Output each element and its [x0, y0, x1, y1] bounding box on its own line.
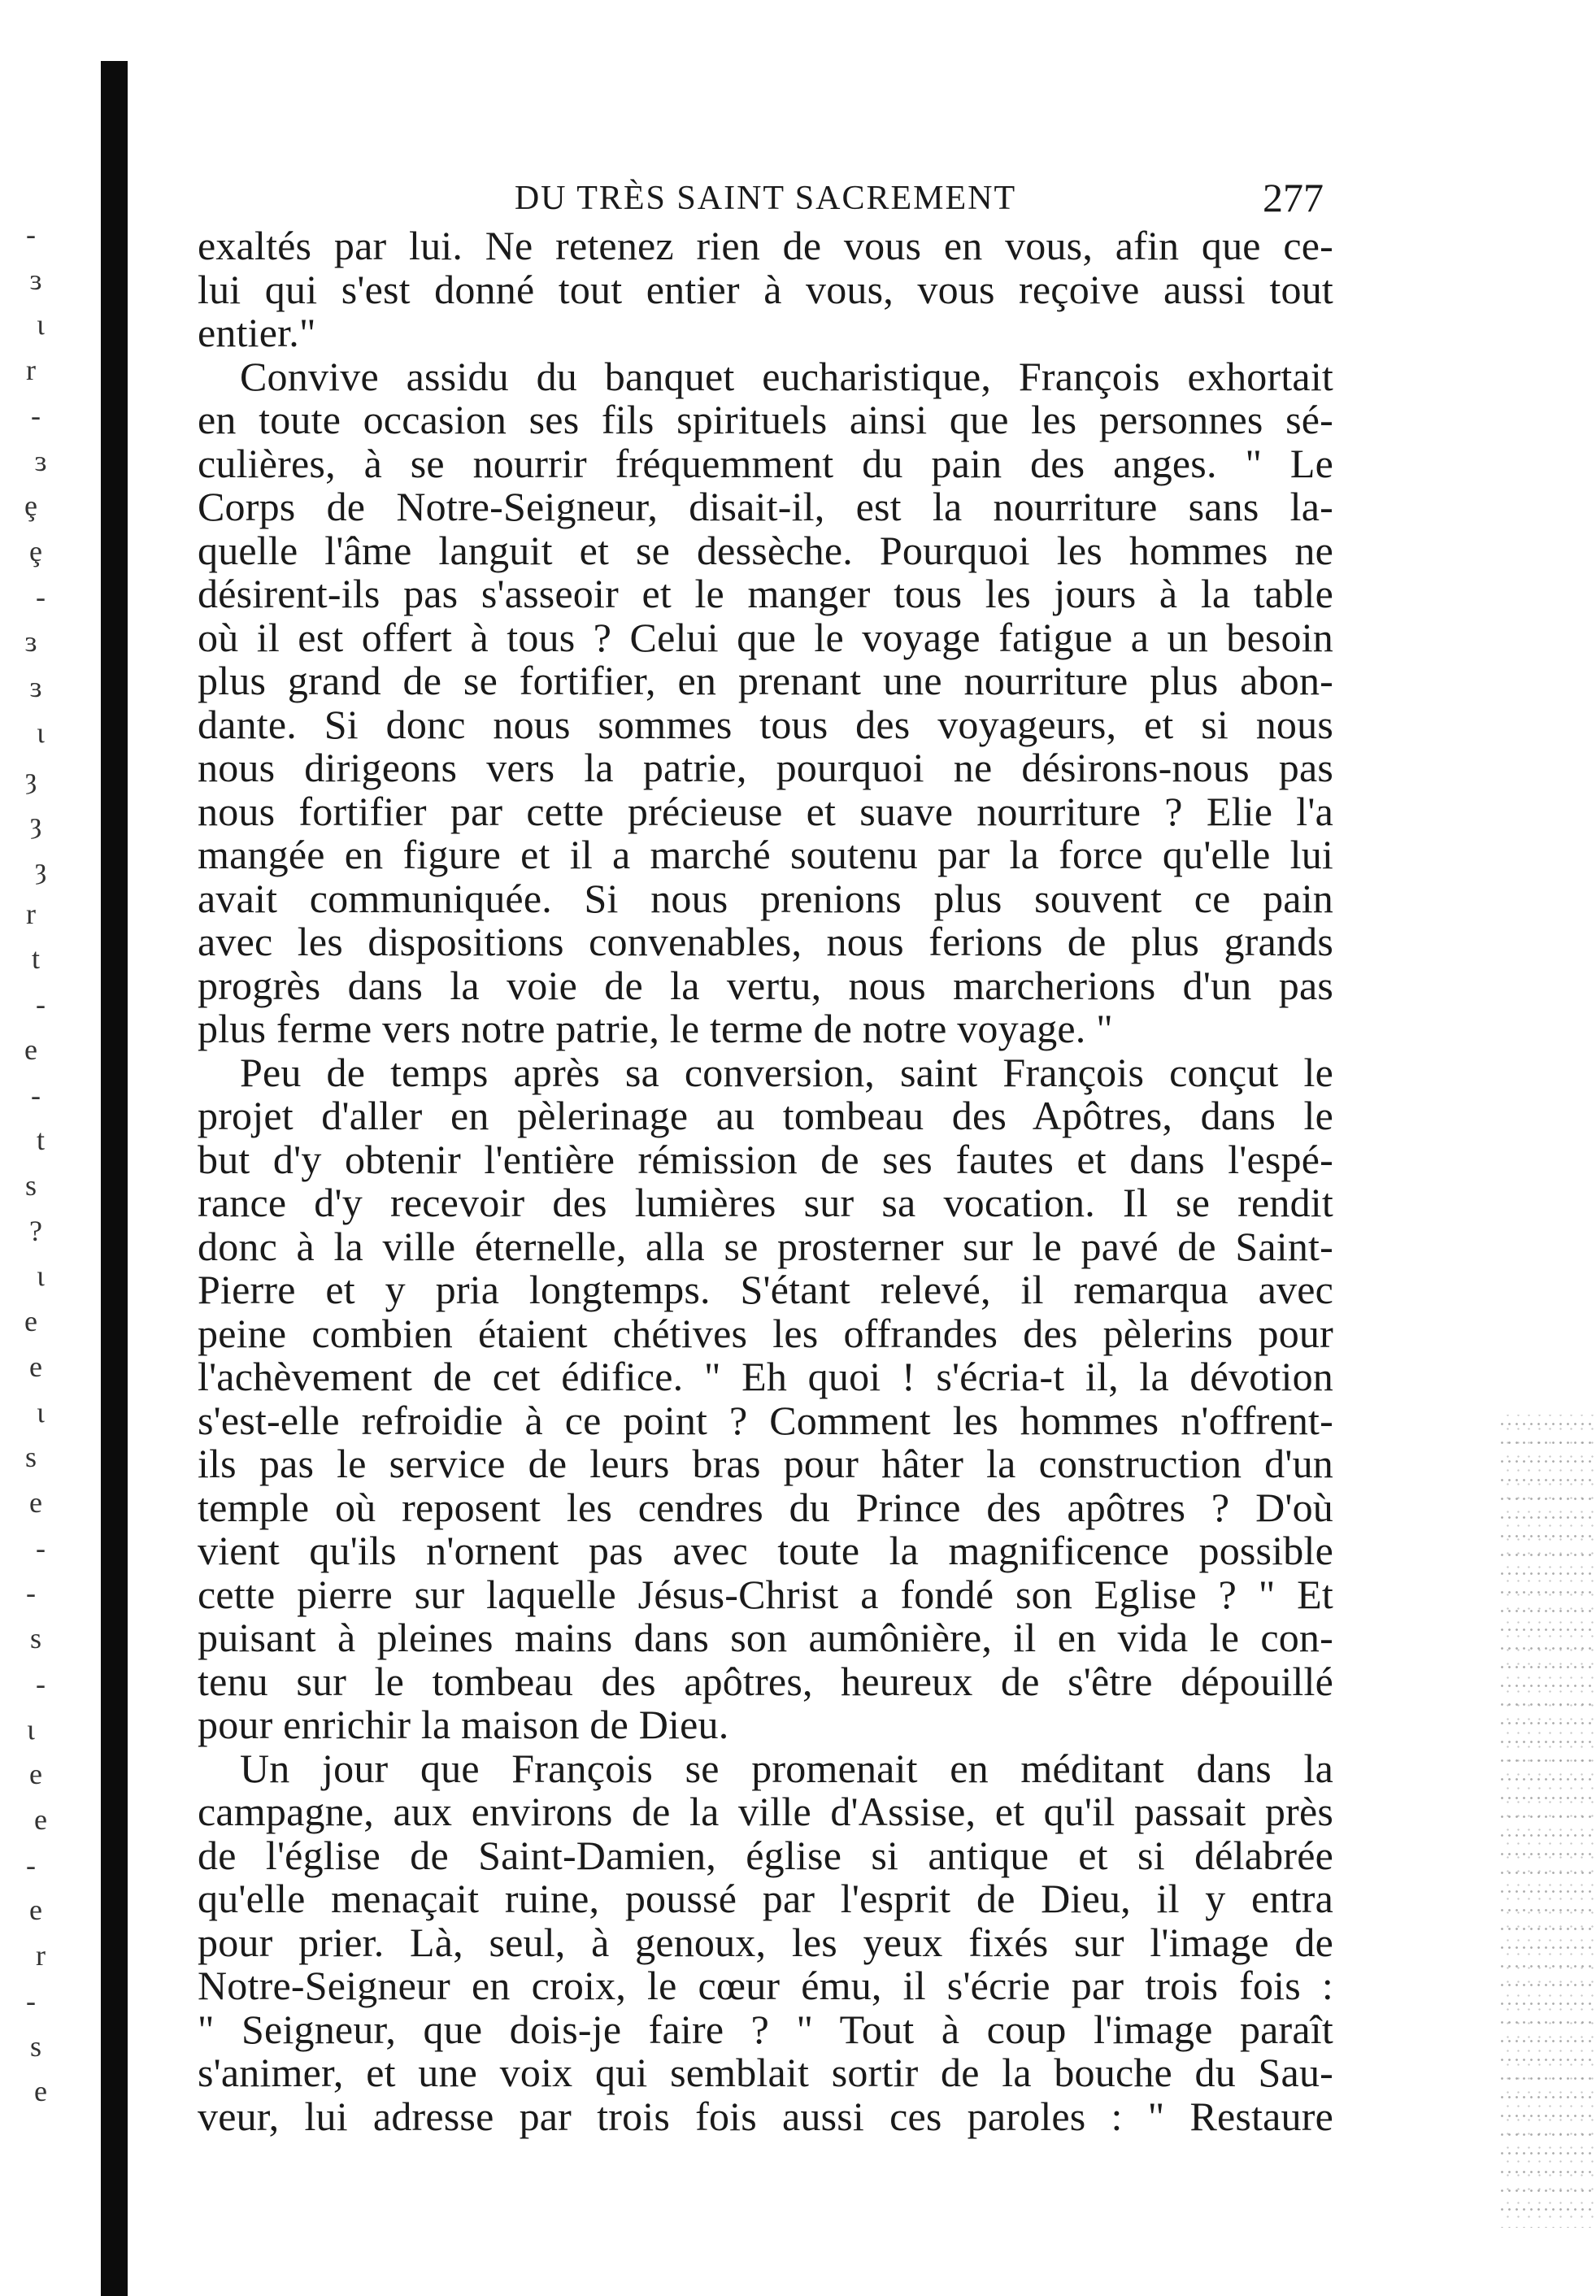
bleed-glyph: ȩ	[24, 489, 37, 523]
text-line: lui qui s'est donné tout entier à vous, vous reçoive aussi tout	[198, 266, 1333, 312]
bleed-glyph: -	[31, 1078, 41, 1111]
bleed-glyph: ɜ	[34, 444, 47, 477]
text-line: nous dirigeons vers la patrie, pourquoi ne désirons-nous pas	[198, 745, 1333, 790]
margin-bleed-through	[0, 0, 98, 2296]
bleed-glyph: e	[24, 1033, 37, 1066]
bleed-glyph: -	[36, 580, 46, 613]
bleed-glyph: ι	[37, 308, 45, 341]
edge-scan-noise	[1498, 1415, 1596, 2228]
bleed-glyph: ȝ	[24, 761, 37, 794]
text-line: pour prier. Là, seul, à genoux, les yeux fixés sur l'image de	[198, 1919, 1333, 1965]
bleed-glyph: e	[29, 1486, 42, 1519]
text-line: avec les dispositions convenables, nous ferions de plus grands	[198, 919, 1333, 964]
text-line: projet d'aller en pèlerinage au tombeau des Apôtres, dans le	[198, 1093, 1333, 1138]
text-line: en toute occasion ses fils spirituels ainsi que les personnes sé-	[198, 397, 1333, 442]
text-line: progrès dans la voie de la vertu, nous marcherions d'un pas	[198, 962, 1333, 1008]
book-page	[198, 171, 1333, 2138]
text-line: s'est-elle refroidie à ce point ? Comment les hommes n'offrent-	[198, 1397, 1333, 1443]
bleed-glyph: s	[29, 2029, 41, 2063]
text-line: mangée en figure et il a marché soutenu par la force qu'elle lui	[198, 832, 1333, 877]
text-line: donc à la ville éternelle, alla se prosterner sur le pavé de Saint-	[198, 1223, 1333, 1269]
bleed-glyph: e	[24, 1305, 37, 1338]
bleed-glyph: -	[31, 398, 41, 432]
bleed-glyph: ɜ	[24, 625, 37, 659]
text-line: désirent-ils pas s'asseoir et le manger tous les jours à la table	[198, 571, 1333, 616]
bleed-glyph: ȩ	[29, 535, 42, 567]
bleed-glyph: -	[36, 1667, 46, 1700]
bleed-glyph: ι	[37, 1395, 45, 1428]
text-line: temple où reposent les cendres du Prince des apôtres ? D'où	[198, 1484, 1333, 1530]
text-line: veur, lui adresse par trois fois aussi ces paroles : " Restaure	[198, 2093, 1333, 2139]
bleed-glyph: s	[29, 1622, 41, 1655]
bleed-glyph: e	[34, 1803, 47, 1836]
bleed-glyph: ȝ	[34, 852, 47, 885]
text-line: peine combien étaient chétives les offrandes des pèlerins pour	[198, 1310, 1333, 1356]
text-line: Convive assidu du banquet eucharistique, François exhortait	[240, 353, 1333, 399]
bleed-glyph: ?	[29, 1214, 42, 1247]
text-line: Corps de Notre-Seigneur, disait-il, est la nourriture sans la-	[198, 484, 1333, 529]
bleed-glyph: t	[36, 1124, 45, 1157]
text-line: ils pas le service de leurs bras pour hâter la construction d'un	[198, 1441, 1333, 1486]
running-title: DU TRÈS SAINT SACREMENT	[514, 180, 1017, 217]
text-line: plus grand de se fortifier, en prenant une nourriture plus abon-	[198, 658, 1333, 703]
bleed-glyph: -	[26, 1848, 36, 1881]
text-line: Notre-Seigneur en croix, le cœur ému, il s'écrie par trois fois :	[198, 1963, 1333, 2008]
bleed-glyph: s	[24, 1169, 37, 1202]
text-line: s'animer, et une voix qui semblait sortir de la bouche du Sau-	[198, 2050, 1333, 2095]
text-line: plus ferme vers notre patrie, le terme de notre voyage. "	[198, 1006, 1113, 1051]
text-line: Pierre et y pria longtemps. S'étant relevé, il remarqua avec	[198, 1267, 1333, 1312]
bleed-glyph: e	[34, 2075, 47, 2108]
running-head	[198, 171, 1333, 224]
text-line: cette pierre sur laquelle Jésus-Christ a fondé son Eglise ? " Et	[198, 1571, 1333, 1617]
text-line: Un jour que François se promenait en méditant dans la	[240, 1745, 1333, 1791]
text-line: avait communiquée. Si nous prenions plus souvent ce pain	[198, 875, 1333, 921]
text-line: " Seigneur, que dois-je faire ? " Tout à coup l'image paraît	[198, 2006, 1333, 2052]
bleed-glyph: -	[26, 218, 36, 250]
bleed-glyph: t	[31, 942, 40, 976]
page-number: 277	[1263, 175, 1324, 220]
bleed-glyph: ɜ	[29, 263, 42, 296]
bleed-glyph: -	[36, 1531, 46, 1564]
bleed-glyph: -	[36, 988, 46, 1021]
bleed-glyph: ȝ	[29, 807, 42, 840]
bleed-glyph: e	[29, 1758, 42, 1791]
text-line: entier."	[198, 310, 316, 355]
bleed-glyph: ɜ	[29, 671, 42, 704]
text-line: où il est offert à tous ? Celui que le voyage fatigue a un besoin	[198, 614, 1333, 660]
bleed-glyph: e	[29, 1894, 42, 1927]
bleed-glyph: r	[26, 354, 36, 387]
bleed-glyph: ι	[37, 715, 45, 749]
bleed-glyph: -	[26, 1576, 36, 1610]
text-line: exaltés par lui. Ne retenez rien de vous en vous, afin que ce-	[198, 223, 1333, 268]
text-line: quelle l'âme languit et se dessèche. Pourquoi les hommes ne	[198, 527, 1333, 573]
text-line: dante. Si donc nous sommes tous des voyageurs, et si nous	[198, 701, 1333, 747]
text-line: nous fortifier par cette précieuse et suave nourriture ? Elie l'a	[198, 788, 1333, 834]
text-line: campagne, aux environs de la ville d'Assise, et qu'il passait près	[198, 1789, 1333, 1834]
binding-shadow-bar	[101, 61, 128, 2296]
bleed-glyph: ι	[37, 1259, 45, 1293]
bleed-glyph: -	[26, 1984, 36, 2017]
text-line: vient qu'ils n'ornent pas avec toute la magnificence possible	[198, 1528, 1333, 1573]
text-line: puisant à pleines mains dans son aumônière, il en vida le con-	[198, 1615, 1333, 1660]
body-text	[198, 224, 1333, 2138]
bleed-glyph: r	[36, 1939, 46, 1972]
text-line: Peu de temps après sa conversion, saint François conçut le	[240, 1049, 1333, 1095]
text-line: de l'église de Saint-Damien, église si antique et si délabrée	[198, 1832, 1333, 1878]
text-line: l'achèvement de cet édifice. " Eh quoi ! s'écria-t il, la dévotion	[198, 1354, 1333, 1399]
text-line: qu'elle menaçait ruine, poussé par l'esprit de Dieu, il y entra	[198, 1876, 1333, 1921]
text-line: tenu sur le tombeau des apôtres, heureux de s'être dépouillé	[198, 1658, 1333, 1704]
text-line: rance d'y recevoir des lumières sur sa vocation. Il se rendit	[198, 1180, 1333, 1225]
bleed-glyph: e	[29, 1350, 42, 1383]
bleed-glyph: ι	[27, 1712, 35, 1746]
bleed-glyph: r	[26, 897, 36, 930]
text-line: culières, à se nourrir fréquemment du pain des anges. " Le	[198, 440, 1333, 486]
text-line: pour enrichir la maison de Dieu.	[198, 1702, 729, 1747]
bleed-glyph: s	[24, 1441, 37, 1474]
text-line: but d'y obtenir l'entière rémission de ses fautes et dans l'espé-	[198, 1136, 1333, 1182]
